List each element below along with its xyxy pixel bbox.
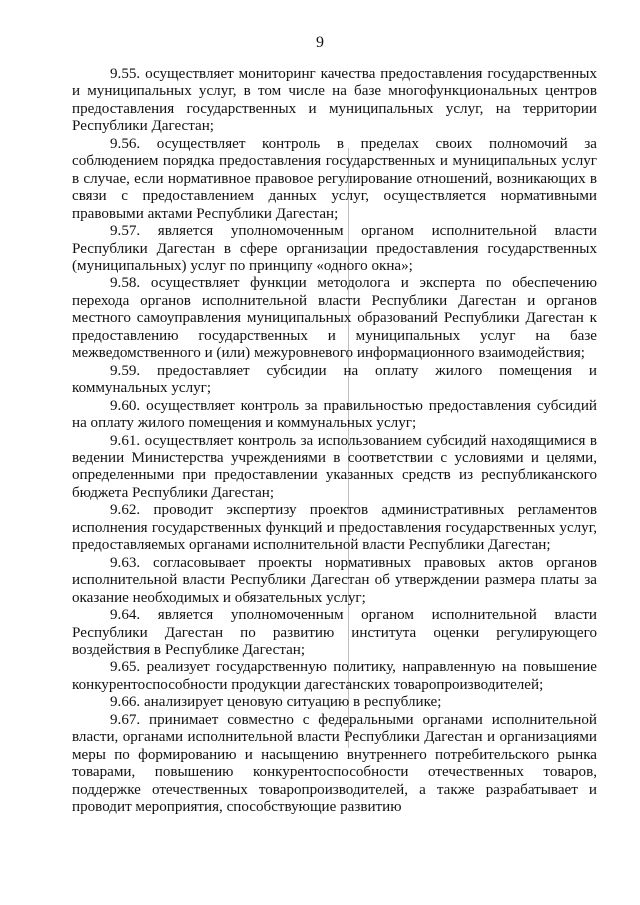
- page-number: 9: [316, 34, 324, 51]
- document-body: [72, 66, 597, 816]
- paragraph-9-66: 9.66. анализирует ценовую ситуацию в республике;: [110, 694, 442, 711]
- paragraph-9-61: 9.61. осуществляет контроль за использованием субсидий находящимися в ведении Министерства учреждениями в соответствии с условиями и целями, определенными при предоставлении указанных средств из республиканского бюджета Республики Дагестан;: [72, 432, 597, 501]
- paragraph-9-56: 9.56. осуществляет контроль в пределах своих полномочий за соблюдением порядка предоставления государственных и муниципальных услуг в случае, если нормативное правовое регулирование отношений, возникающих в связи с предоставлением данных услуг, осуществляется нормативными правовыми актами Республики Дагестан;: [72, 135, 597, 222]
- paragraph-9-55: 9.55. осуществляет мониторинг качества предоставления государственных и муниципальных услуг, в том числе на базе многофункциональных центров предоставления государственных и муниципальных услуг, на территории Республики Дагестан;: [72, 66, 597, 135]
- paragraph-9-63: 9.63. согласовывает проекты нормативных правовых актов органов исполнительной власти Республики Дагестан об утверждении размера платы за оказание необходимых и обязательных услуг;: [72, 554, 597, 606]
- paragraph-9-57: 9.57. является уполномоченным органом исполнительной власти Республики Дагестан в сфере организации предоставления государственных (муниципальных) услуг по принципу «одного окна»;: [72, 223, 597, 274]
- paragraph-9-58: 9.58. осуществляет функции методолога и эксперта по обеспечению перехода органов исполнительной власти Республики Дагестан и органов местного самоуправления муниципальных образований Республики Дагестан к предоставлению государственных и муниципальных услуг на базе межведомственного и (или) межуровневого информационного взаимодействия;: [72, 275, 597, 362]
- paragraph-9-62: 9.62. проводит экспертизу проектов административных регламентов исполнения государственных функций и предоставления государственных услуг, предоставляемых органами исполнительной власти Республики Дагестан;: [72, 502, 597, 554]
- paragraph-9-60: 9.60. осуществляет контроль за правильностью предоставления субсидий на оплату жилого помещения и коммунальных услуг;: [72, 397, 597, 432]
- paragraph-9-64: 9.64. является уполномоченным органом исполнительной власти Республики Дагестан по развитию института оценки регулирующего воздействия в Республике Дагестан;: [72, 607, 597, 658]
- paragraph-9-67: 9.67. принимает совместно с федеральными органами исполнительной власти, органами исполнительной власти Республики Дагестан и организациями меры по формированию и насыщению внутреннего потребительского рынка товарами, повышению конкурентоспособности отечественных товаров, поддержке отечественных товаропроизводителей, а также разрабатывает и проводит мероприятия, способствующие развитию: [72, 711, 597, 816]
- scan-fold-line: [348, 148, 349, 748]
- paragraph-9-59: 9.59. предоставляет субсидии на оплату жилого помещения и коммунальных услуг;: [72, 362, 597, 397]
- paragraph-9-65: 9.65. реализует государственную политику, направленную на повышение конкурентоспособности продукции дагестанских товаропроизводителей;: [72, 659, 597, 693]
